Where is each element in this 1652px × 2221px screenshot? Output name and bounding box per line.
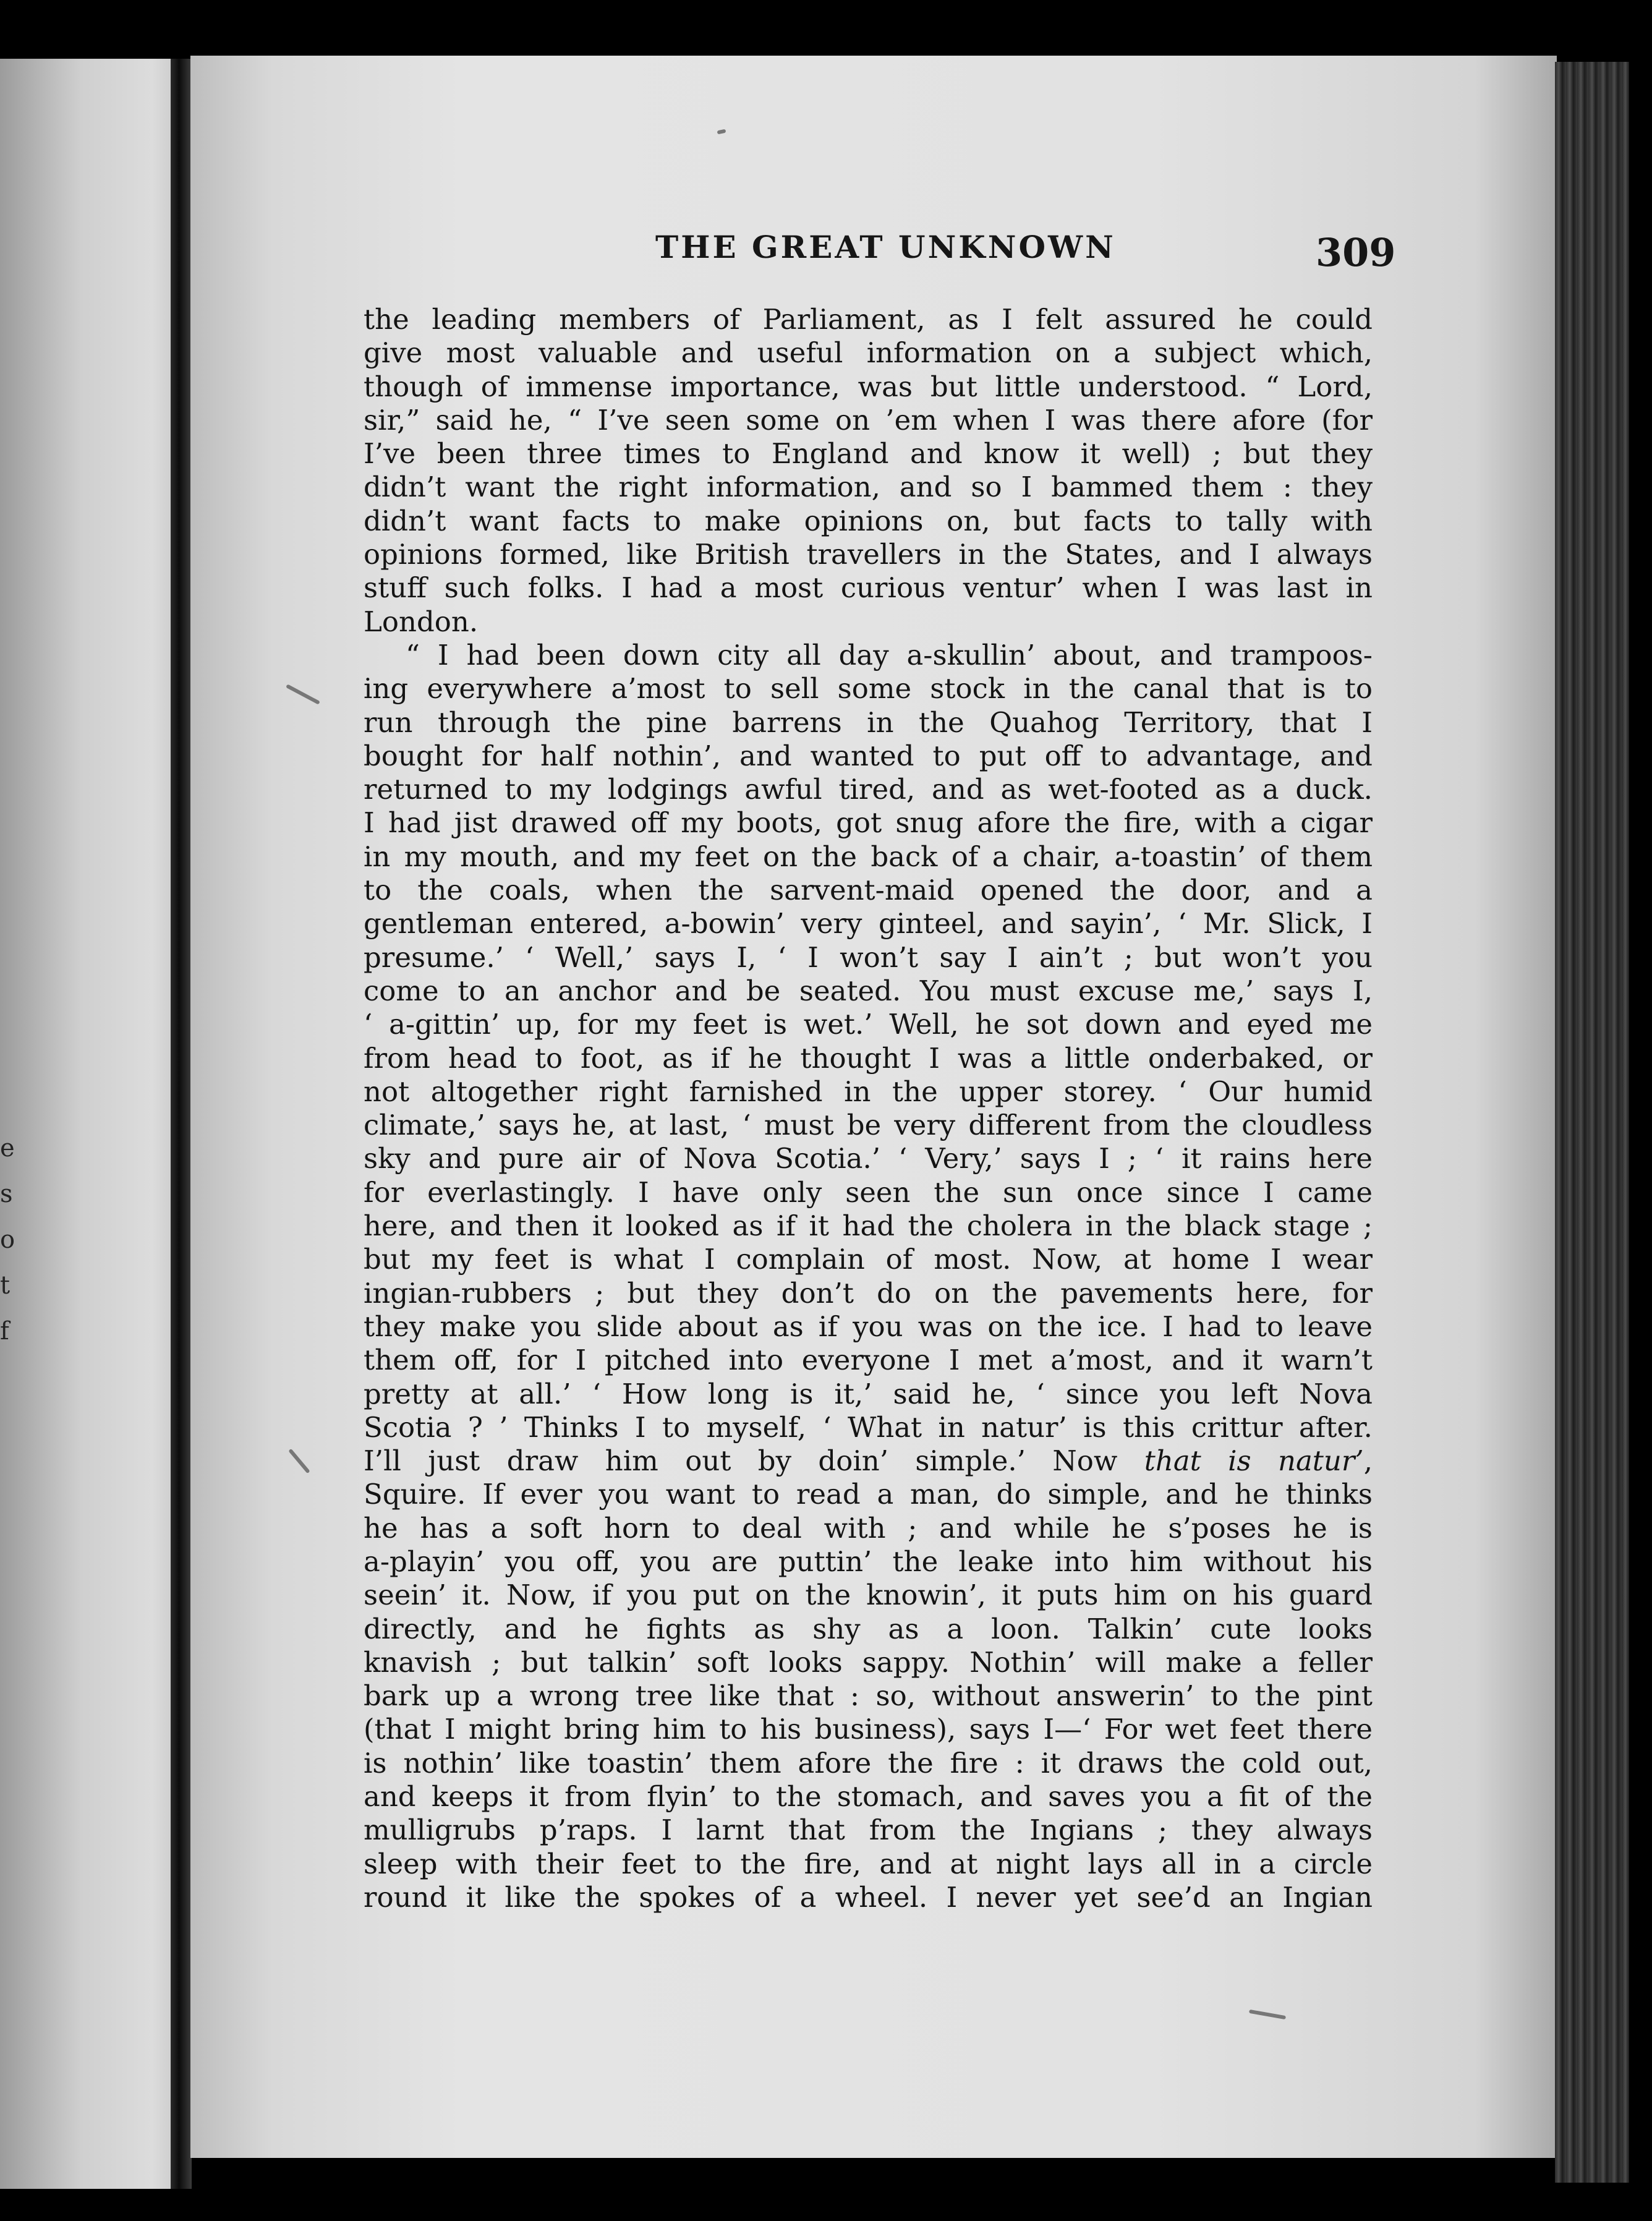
text-line: though of immense importance, was but little understood. “ Lord, — [364, 370, 1373, 403]
text-line: didn’t want facts to make opinions on, but facts to tally with — [364, 504, 1373, 537]
running-head: THE GREAT UNKNOWN — [655, 229, 1116, 265]
text-line: presume.’ ‘ Well,’ says I, ‘ I won’t say I ain’t ; but won’t you — [364, 940, 1373, 974]
text-line: the leading members of Parliament, as I felt assured he could — [364, 303, 1373, 336]
text-line: sky and pure air of Nova Scotia.’ ‘ Very,’ says I ; ‘ it rains here — [364, 1142, 1373, 1175]
text-line: returned to my lodgings awful tired, and as wet-footed as a duck. — [364, 773, 1373, 806]
text-line: and keeps it from flyin’ to the stomach, and saves you a fit of the — [364, 1780, 1373, 1814]
left-page-fragment — [0, 59, 179, 2189]
text-line: them off, for I pitched into everyone I met a’most, and it warn’t — [364, 1344, 1373, 1377]
text-line: didn’t want the right information, and so I bammed them : they — [364, 471, 1373, 504]
margin-letter: t — [0, 1271, 11, 1300]
left-page-margin-letters — [0, 1125, 15, 1354]
text-line-with-italic — [364, 1444, 1373, 1478]
book-gutter — [171, 59, 192, 2189]
text-line: run through the pine barrens in the Quahog Territory, that I — [364, 706, 1373, 739]
text-line: climate,’ says he, at last, ‘ must be very different from the cloudless — [364, 1109, 1373, 1142]
text-line: in my mouth, and my feet on the back of a chair, a-toastin’ of them — [364, 840, 1373, 873]
body-text — [364, 303, 1373, 1914]
text-line: they make you slide about as if you was on the ice. I had to leave — [364, 1310, 1373, 1343]
text-line: sleep with their feet to the fire, and at night lays all in a circle — [364, 1847, 1373, 1880]
margin-letter: o — [0, 1226, 15, 1254]
text-line: give most valuable and useful information on a subject which, — [364, 336, 1373, 370]
text-line: I had jist drawed off my boots, got snug afore the fire, with a cigar — [364, 806, 1373, 840]
text-line: sir,” said he, “ I’ve seen some on ’em when I was there afore (for — [364, 403, 1373, 437]
text-line: he has a soft horn to deal with ; and while he s’poses he is — [364, 1511, 1373, 1545]
margin-letter: e — [0, 1134, 15, 1162]
text-line: is nothin’ like toastin’ them afore the fire : it draws the cold out, — [364, 1746, 1373, 1780]
text-line: gentleman entered, a-bowin’ very ginteel, and sayin’, ‘ Mr. Slick, I — [364, 907, 1373, 940]
text-line: ingian-rubbers ; but they don’t do on the pavements here, for — [364, 1276, 1373, 1310]
text-line: I’ve been three times to England and know it well) ; but they — [364, 437, 1373, 471]
text-line: come to an anchor and be seated. You must excuse me,’ says I, — [364, 974, 1373, 1007]
text-line: from head to foot, as if he thought I was a little onderbaked, or — [364, 1041, 1373, 1075]
text-line: (that I might bring him to his business), says I—‘ For wet feet there — [364, 1713, 1373, 1746]
text-line: Scotia ? ’ Thinks I to myself, ‘ What in natur’ is this crittur after. — [364, 1410, 1373, 1444]
text-line: pretty at all.’ ‘ How long is it,’ said he, ‘ since you left Nova — [364, 1377, 1373, 1410]
text-line: bought for half nothin’, and wanted to put off to advantage, and — [364, 739, 1373, 772]
margin-letter: s — [0, 1180, 13, 1208]
text-line: opinions formed, like British travellers in the States, and I always — [364, 538, 1373, 571]
text-line: here, and then it looked as if it had the cholera in the black stage ; — [364, 1209, 1373, 1243]
line-lead: I’ll just draw him out by doin’ simple.’ Now — [364, 1444, 1144, 1478]
text-line: a-playin’ you off, you are puttin’ the leake into him without his — [364, 1545, 1373, 1578]
text-line: mulligrubs p’raps. I larnt that from the Ingians ; they always — [364, 1814, 1373, 1847]
text-line: but my feet is what I complain of most. Now, at home I wear — [364, 1243, 1373, 1276]
text-line: ing everywhere a’most to sell some stock in the canal that is to — [364, 672, 1373, 706]
text-line: ‘ a-gittin’ up, for my feet is wet.’ Well, he sot down and eyed me — [364, 1008, 1373, 1041]
text-line: London. — [364, 605, 479, 638]
page-number: 309 — [1316, 230, 1396, 275]
margin-letter: f — [0, 1317, 9, 1345]
text-line: knavish ; but talkin’ soft looks sappy. Nothin’ will make a feller — [364, 1645, 1373, 1679]
line-tail: , — [1363, 1444, 1373, 1478]
text-line: “ I had been down city all day a-skullin’ about, and trampoos- — [406, 638, 1373, 671]
text-line: directly, and he fights as shy as a loon. Talkin’ cute looks — [364, 1612, 1373, 1645]
text-line: for everlastingly. I have only seen the sun once since I came — [364, 1175, 1373, 1209]
text-line: Squire. If ever you want to read a man, do simple, and he thinks — [364, 1478, 1373, 1511]
text-line: round it like the spokes of a wheel. I never yet see’d an Ingian — [364, 1880, 1373, 1914]
text-line: not altogether right farnished in the upper storey. ‘ Our humid — [364, 1075, 1373, 1108]
text-line: seein’ it. Now, if you put on the knowin’, it puts him on his guard — [364, 1579, 1373, 1612]
page-edges — [1555, 62, 1629, 2183]
italic-phrase: that is natur’ — [1144, 1444, 1364, 1478]
text-line: bark up a wrong tree like that : so, without answerin’ to the pint — [364, 1679, 1373, 1713]
text-line: to the coals, when the sarvent-maid opened the door, and a — [364, 874, 1373, 907]
text-line: stuff such folks. I had a most curious ventur’ when I was last in — [364, 571, 1373, 605]
